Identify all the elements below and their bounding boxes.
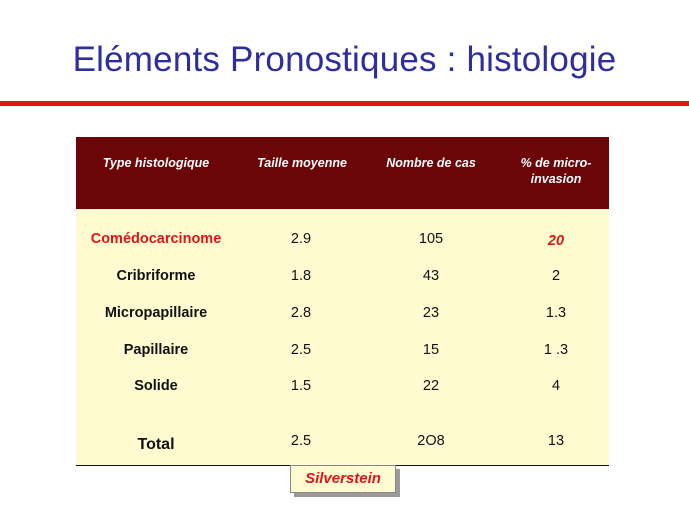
row-2-cases: 43 [422, 268, 440, 284]
header-size: Taille moyenne [257, 156, 347, 170]
total-microinvasion: 13 [547, 433, 565, 449]
title-divider [0, 101, 689, 106]
header-type: Type histologique [102, 156, 210, 170]
header-cases: Nombre de cas [386, 156, 476, 170]
row-2-size: 1.8 [290, 268, 312, 284]
row-3-microinvasion: 1.3 [545, 305, 567, 321]
row-3-cases: 23 [422, 305, 440, 321]
slide-title: Eléments Pronostiques : histologie [72, 40, 617, 79]
header-microinvasion: % de micro- invasion [520, 156, 592, 186]
table-header [76, 137, 609, 209]
row-5-size: 1.5 [290, 378, 312, 394]
row-5-microinvasion: 4 [551, 378, 561, 394]
source-label: Silverstein [290, 465, 396, 493]
row-2-microinvasion: 2 [551, 268, 561, 284]
row-4-cases: 15 [422, 342, 440, 358]
row-5-type: Solide [134, 378, 178, 394]
total-label: Total [137, 436, 175, 453]
row-1-cases: 105 [418, 231, 444, 247]
row-4-microinvasion: 1 .3 [543, 342, 569, 358]
row-2-type: Cribriforme [116, 268, 196, 284]
row-3-size: 2.8 [290, 305, 312, 321]
total-size: 2.5 [290, 433, 312, 449]
row-3-type: Micropapillaire [104, 305, 208, 321]
row-1-type: Comédocarcinome [90, 231, 222, 247]
total-cases: 2O8 [417, 433, 445, 449]
row-4-size: 2.5 [290, 342, 312, 358]
row-4-type: Papillaire [123, 342, 189, 358]
row-5-cases: 22 [422, 378, 440, 394]
row-1-microinvasion: 20 [547, 233, 565, 249]
histology-table [76, 137, 609, 466]
row-1-size: 2.9 [290, 231, 312, 247]
